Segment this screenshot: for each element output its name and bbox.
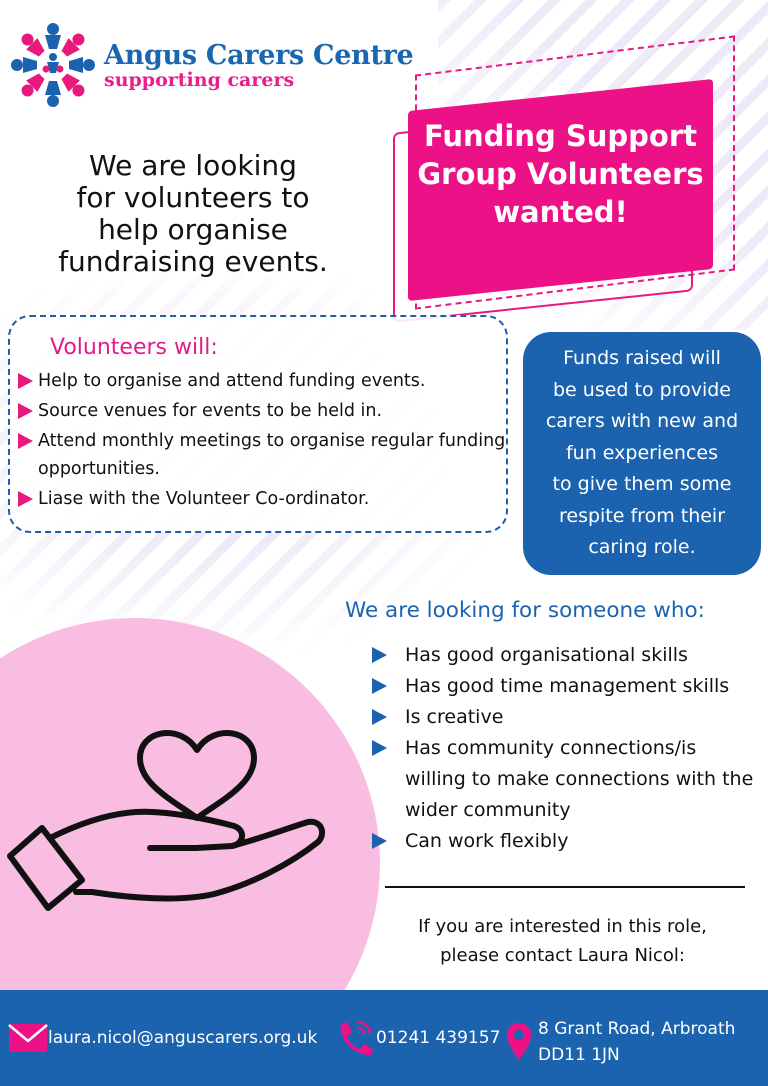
address-line: 8 Grant Road, Arbroath — [538, 1019, 736, 1039]
headline-line: Funding Support — [424, 119, 697, 153]
footer-address — [506, 1016, 735, 1068]
brand-name: Angus Carers Centre — [104, 39, 414, 71]
divider — [385, 886, 745, 888]
funds-line: Funds raised will — [563, 347, 721, 369]
volunteers-title: Volunteers will: — [50, 335, 218, 360]
envelope-icon — [8, 1022, 48, 1054]
looking-for-list — [372, 640, 762, 857]
list-item: Liase with the Volunteer Co-ordinator. — [18, 485, 506, 513]
brand-tagline: supporting carers — [104, 68, 295, 91]
bullet-triangle-icon — [372, 678, 387, 694]
intro-text — [28, 150, 358, 278]
list-item: Source venues for events to be held in. — [18, 397, 506, 425]
volunteers-list — [18, 367, 506, 515]
phone-icon — [332, 1018, 376, 1058]
bullet-triangle-icon — [18, 373, 33, 389]
bullet-triangle-icon — [18, 403, 33, 419]
list-item: Is creative — [372, 702, 762, 733]
footer-email[interactable] — [8, 1022, 317, 1054]
funds-line: caring role. — [588, 536, 696, 558]
intro-line: fundraising events. — [58, 245, 328, 278]
list-item: Has good time management skills — [372, 671, 762, 702]
headline-line: wanted! — [493, 195, 628, 229]
list-item: Has good organisational skills — [372, 640, 762, 671]
looking-for-title: We are looking for someone who: — [345, 598, 705, 623]
logo — [8, 20, 413, 110]
contact-line: If you are interested in this role, — [418, 916, 707, 937]
bullet-triangle-icon — [372, 709, 387, 725]
contact-prompt — [385, 912, 740, 970]
intro-line: We are looking — [89, 149, 297, 182]
funds-box — [523, 332, 761, 575]
headline-text — [408, 117, 713, 231]
funds-line: carers with new and — [545, 410, 739, 432]
list-item: Help to organise and attend funding events. — [18, 367, 506, 395]
bullet-triangle-icon — [372, 833, 387, 849]
location-pin-icon — [506, 1022, 532, 1062]
intro-line: for volunteers to — [76, 181, 310, 214]
list-item: Has community connections/is willing to make connections with the wider community — [372, 733, 762, 826]
headline-line: Group Volunteers — [417, 157, 704, 191]
funds-line: to give them some — [552, 473, 732, 495]
list-item: Attend monthly meetings to organise regular funding opportunities. — [18, 427, 506, 483]
bullet-triangle-icon — [18, 433, 33, 449]
contact-line: please contact Laura Nicol: — [440, 945, 685, 966]
intro-line: help organise — [98, 213, 288, 246]
funds-line: respite from their — [558, 504, 726, 527]
phone-number[interactable]: 01241 439157 — [376, 1028, 501, 1048]
bullet-triangle-icon — [18, 491, 33, 507]
heart-in-hand-icon — [0, 688, 330, 928]
logo-people-circle-icon — [8, 20, 98, 110]
funds-line: be used to provide — [553, 378, 731, 401]
list-item: Can work flexibly — [372, 826, 762, 857]
bullet-triangle-icon — [372, 647, 387, 663]
headline-banner — [393, 55, 743, 305]
bullet-triangle-icon — [372, 740, 387, 756]
email-link[interactable]: laura.nicol@anguscarers.org.uk — [48, 1028, 318, 1048]
address-line: DD11 1JN — [538, 1045, 620, 1065]
funds-line: fun experiences — [565, 441, 719, 464]
volunteers-box — [8, 315, 508, 533]
footer-phone[interactable] — [332, 1018, 500, 1058]
footer — [0, 990, 768, 1086]
